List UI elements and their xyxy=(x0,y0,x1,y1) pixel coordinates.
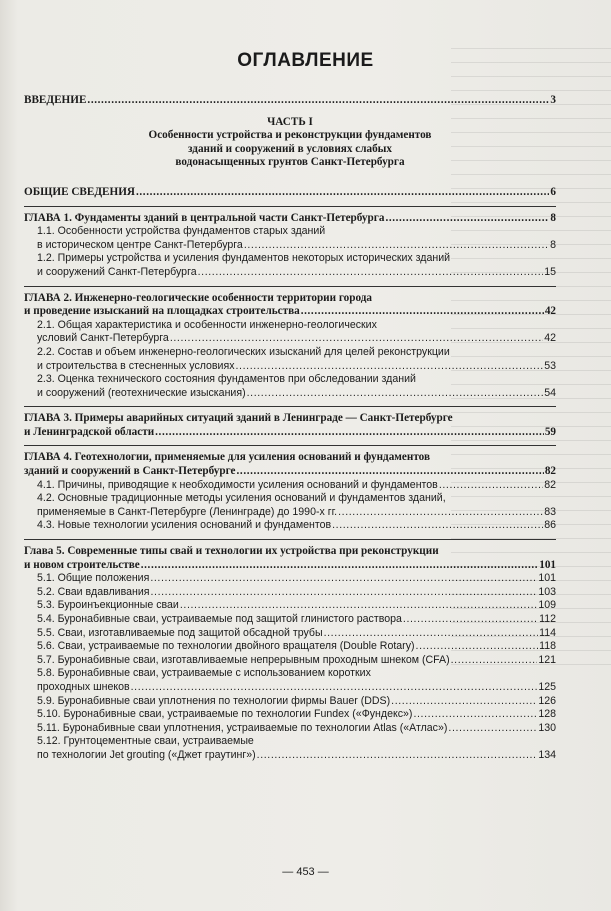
divider xyxy=(24,445,556,446)
section-2-3: и сооружений (геотехнические изыскания) ..... 54 xyxy=(24,387,556,401)
chapter-3-heading-line: ГЛАВА 3. Примеры аварийных ситуаций зданий в Ленинграде — Санкт-Петербурге xyxy=(24,412,453,425)
toc-title: ОГЛАВЛЕНИЕ xyxy=(237,50,374,71)
chapter-2-heading-line: ГЛАВА 2. Инженерно-геологические особенности территории города xyxy=(24,291,373,304)
section-2-2: и строительства в стесненных условиях ..... 53 xyxy=(24,360,556,374)
chapter-1-heading: ГЛАВА 1. Фундаменты зданий в центральной части Санкт-Петербурга ..... 8 xyxy=(24,212,556,226)
chapter-4-heading: зданий и сооружений в Санкт-Петербурге ..... 82 xyxy=(24,465,556,479)
section-4-2-line: 4.2. Основные традиционные методы усиления оснований и фундаментов зданий, xyxy=(37,492,446,505)
part-title-line: зданий и сооружений в условиях слабых xyxy=(188,142,392,155)
section-2-3-line: 2.3. Оценка технического состояния фундаментов при обследовании зданий xyxy=(37,373,416,386)
section-1-2-line: 1.2. Примеры устройства и усиления фундаментов некоторых исторических зданий xyxy=(37,252,451,265)
section-5-item: 5.3. Буроинъекционные сваи ..... 109 xyxy=(24,599,556,613)
divider xyxy=(24,406,556,407)
section-5-12-line: 5.12. Грунтоцементные сваи, устраиваемые xyxy=(37,735,254,748)
toc-entry-intro: ВВЕДЕНИЕ ..... 3 xyxy=(24,94,556,108)
divider xyxy=(24,286,556,287)
section-2-1-line: 2.1. Общая характеристика и особенности инженерно-геологических xyxy=(37,318,377,331)
chapter-3-heading: и Ленинградской области ..... 59 xyxy=(24,426,556,440)
section-5-item: 5.6. Сваи, устраиваемые по технологии двойного вращателя (Double Rotary) ..... 118 xyxy=(24,640,556,654)
section-5-item: 5.11. Буронабивные сваи уплотнения, устраиваемые по технологии Atlas («Атлас») ..... 130 xyxy=(24,722,556,736)
divider xyxy=(24,539,556,540)
section-4-2: применяемые в Санкт-Петербурге (Ленинграде) до 1990-х гг. ..... 83 xyxy=(24,506,556,520)
section-5-8-line: 5.8. Буронабивные сваи, устраиваемые с использованием коротких xyxy=(37,667,371,680)
section-5-item: 5.9. Буронабивные сваи уплотнения по технологии фирмы Bauer (DDS) ..... 126 xyxy=(24,695,556,709)
section-5-item: 5.2. Сваи вдавливания ..... 103 xyxy=(24,586,556,600)
section-5-item: 5.4. Буронабивные сваи, устраиваемые под защитой глинистого раствора ..... 112 xyxy=(24,613,556,627)
toc-content xyxy=(24,94,556,763)
chapter-5-heading: и новом строительстве ..... 101 xyxy=(24,559,556,573)
part-title-line: водонасыщенных грунтов Санкт-Петербурга xyxy=(175,156,405,169)
section-2-2-line: 2.2. Состав и объем инженерно-геологических изысканий для целей реконструкции xyxy=(37,345,450,358)
page-number: — 453 — xyxy=(282,866,329,878)
chapter-4-heading-line: ГЛАВА 4. Геотехнологии, применяемые для усиления оснований и фундаментов xyxy=(24,451,431,464)
chapter-5-heading-line: Глава 5. Современные типы свай и технологии их устройства при реконструкции xyxy=(24,545,439,558)
section-5-item: 5.1. Общие положения ..... 101 xyxy=(24,572,556,586)
section-4-3: 4.3. Новые технологии усиления оснований и фундаментов ..... 86 xyxy=(24,519,556,533)
section-5-item: 5.5. Сваи, изготавливаемые под защитой обсадной трубы ..... 114 xyxy=(24,627,556,641)
toc-entry-general: ОБЩИЕ СВЕДЕНИЯ ..... 6 xyxy=(24,186,556,200)
section-5-item: 5.7. Буронабивные сваи, изготавливаемые непрерывным проходным шнеком (CFA) ..... 121 xyxy=(24,654,556,668)
section-5-12: по технологии Jet grouting («Джет граутинг») ..... 134 xyxy=(24,749,556,763)
section-4-1: 4.1. Причины, приводящие к необходимости усиления оснований и фундаментов ..... 82 xyxy=(24,479,556,493)
part-label: ЧАСТЬ I xyxy=(267,115,313,128)
section-1-1: в историческом центре Санкт-Петербурга ..... 8 xyxy=(24,239,556,253)
divider xyxy=(24,206,556,207)
chapter-2-heading: и проведение изысканий на площадках строительства ..... 42 xyxy=(24,305,556,319)
section-2-1: условий Санкт-Петербурга ..... 42 xyxy=(24,332,556,346)
section-5-8: проходных шнеков ..... 125 xyxy=(24,681,556,695)
section-5-item: 5.10. Буронабивные сваи, устраиваемые по технологии Fundex («Фундекс») ..... 128 xyxy=(24,708,556,722)
part-title-line: Особенности устройства и реконструкции фундаментов xyxy=(148,129,432,142)
section-1-1-line: 1.1. Особенности устройства фундаментов старых зданий xyxy=(37,225,326,238)
section-1-2: и сооружений Санкт-Петербурга ..... 15 xyxy=(24,266,556,280)
